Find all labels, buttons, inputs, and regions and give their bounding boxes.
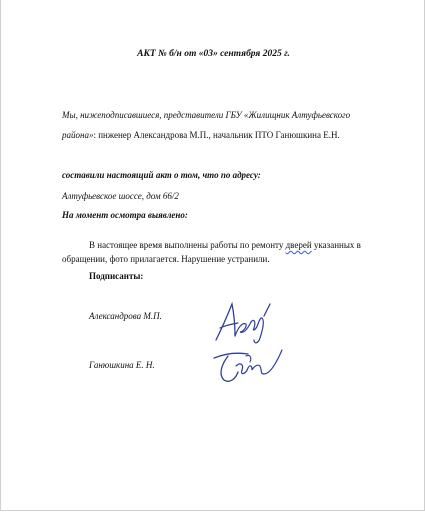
signer-name-1: Александрова М.П. bbox=[89, 311, 162, 321]
signatories-heading: Подписанты: bbox=[89, 271, 144, 281]
misspelled-word[interactable]: дверей bbox=[285, 240, 312, 250]
address: Алтуфьевское шоссе, дом 66/2 bbox=[62, 191, 179, 201]
signature-2-image bbox=[206, 344, 286, 388]
body-line-1-start: В настоящее время выполнены работы по ремонту bbox=[89, 240, 286, 250]
act-statement: составили настоящий акт о том, что по адресу: bbox=[62, 170, 261, 180]
signature-1-image bbox=[202, 292, 280, 348]
intro-line-2-district: района» bbox=[62, 130, 94, 140]
inspection-heading: На момент осмотра выявлено: bbox=[62, 210, 188, 220]
intro-line-2-rest: : пнженер Александрова М.П., начальник ПТО Ганюшкина Е.Н. bbox=[93, 130, 340, 140]
act-title: АКТ № б/н от «03» сентября 2025 г. bbox=[137, 49, 290, 59]
body-line-2: обращении, фото прилагается. Нарушение устранили. bbox=[62, 254, 270, 264]
body-line-1 bbox=[89, 240, 361, 251]
intro-line-2 bbox=[62, 130, 340, 141]
signer-name-2: Ганюшкина Е. Н. bbox=[89, 360, 155, 370]
intro-line-1: Мы, нижеподписавшиеся, представители ГБУ «Жилищник Алтуфьевского bbox=[62, 110, 351, 120]
body-line-1-end: указанных в bbox=[311, 240, 361, 250]
